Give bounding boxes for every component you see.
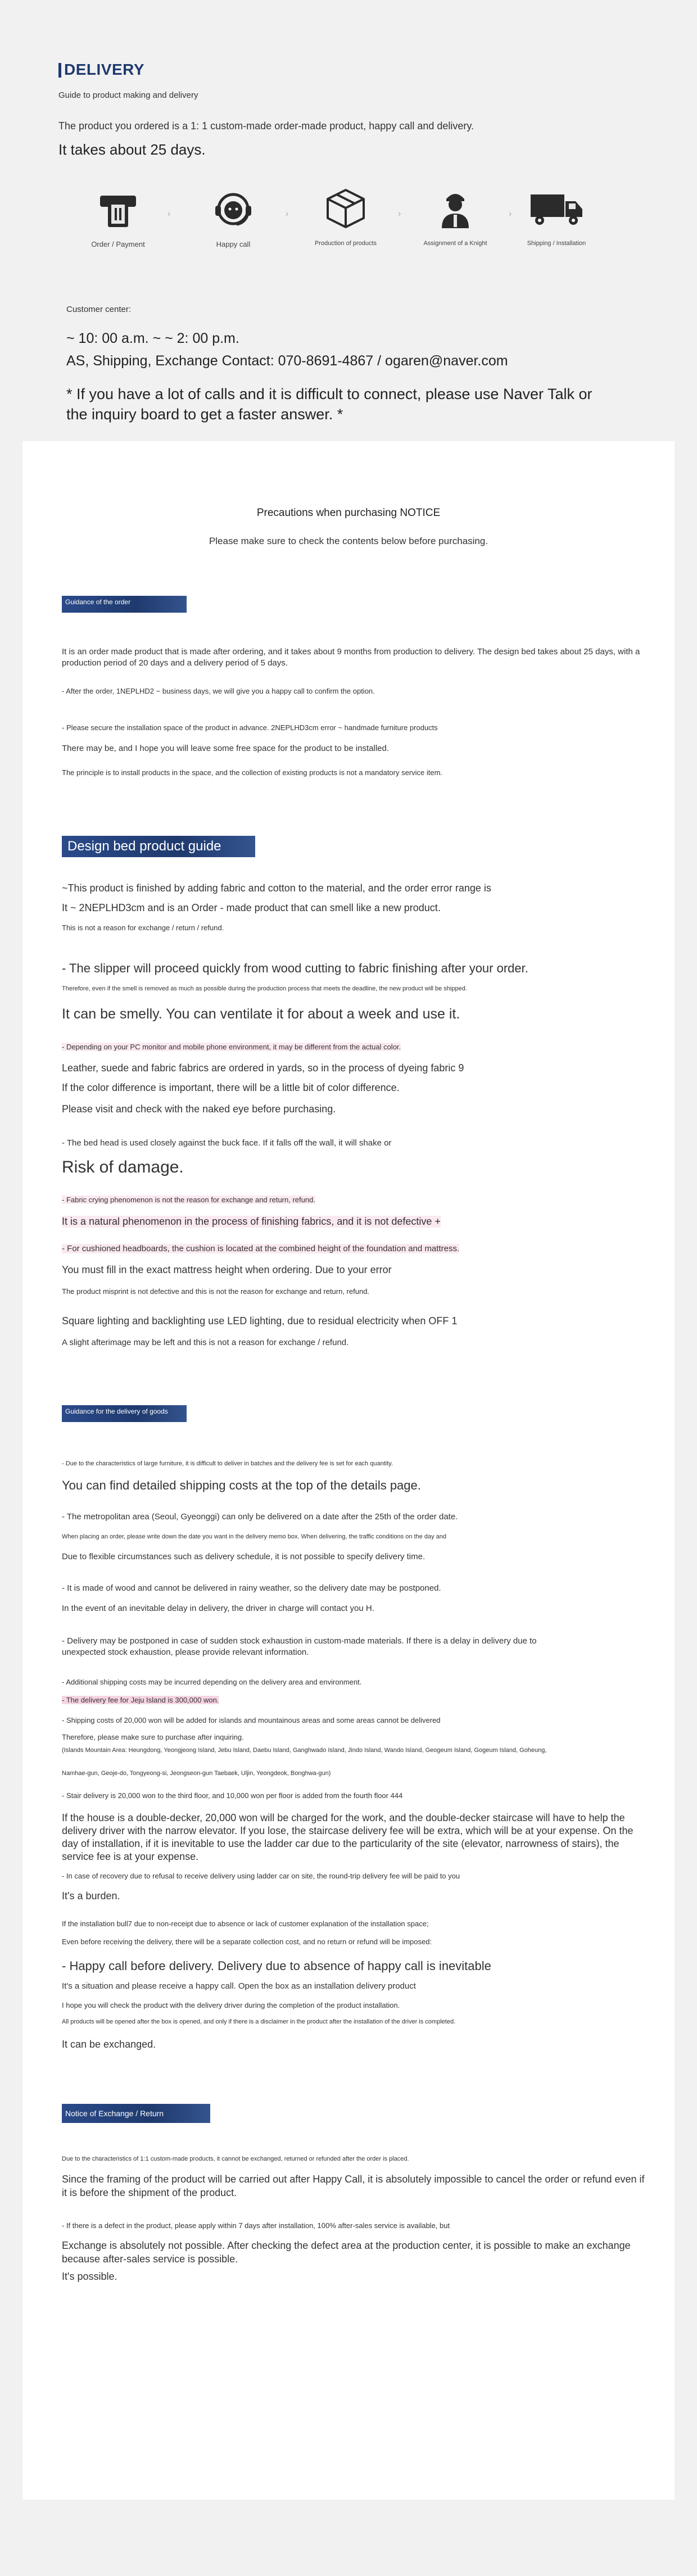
text-line: - For cushioned headboards, the cushion is located at the combined height of the foundation and mattress. bbox=[62, 1244, 460, 1253]
text-line: Therefore, even if the smell is removed as much as possible during the production process that meets the deadline, the new product will be shipped. bbox=[62, 985, 467, 992]
title-accent-bar bbox=[58, 63, 61, 78]
text-line: - After the order, 1NEPLHD2 ~ business days, we will give you a happy call to confirm the option. bbox=[62, 687, 375, 695]
text-line: Leather, suede and fabric fabrics are ordered in yards, so in the process of dyeing fabric 9 bbox=[62, 1062, 464, 1074]
text-line: - Shipping costs of 20,000 won will be added for islands and mountainous areas and some areas cannot be delivered bbox=[62, 1716, 441, 1724]
step-order-payment bbox=[79, 185, 157, 250]
guide-text: Guide to product making and delivery bbox=[58, 90, 198, 100]
chevron-right-icon: › bbox=[168, 209, 171, 219]
knight-person-icon bbox=[433, 185, 478, 230]
text-line: - If there is a defect in the product, please apply within 7 days after installation, 100% after-sales service is available, but bbox=[62, 2221, 450, 2230]
notice-subtitle: Please make sure to check the contents below before purchasing. bbox=[209, 536, 488, 546]
step-production bbox=[306, 185, 385, 248]
section-badge-order-guidance: Guidance of the order bbox=[62, 596, 187, 613]
text-line: It's possible. bbox=[62, 2271, 117, 2282]
text-line: Therefore, please make sure to purchase after inquiring. bbox=[62, 1733, 244, 1741]
text-line: If the house is a double-decker, 20,000 won will be charged for the work, and the double-decker staircase will have to help the delivery driver with the narrow elevator. If you lose, the staircase delivery fee will be extra, which will be at your expense. On the day of installation, if it is inevitable to use the ladder car due to the particularity of the site (elevator, narrowness of stairs), the service fee is at your expense. bbox=[62, 1812, 633, 1862]
text-line: If the color difference is important, there will be a little bit of color difference. bbox=[62, 1082, 400, 1093]
text-line: You can find detailed shipping costs at the top of the details page. bbox=[62, 1478, 421, 1492]
step-label: Order / Payment bbox=[91, 240, 145, 248]
notice-title: Precautions when purchasing NOTICE bbox=[256, 507, 441, 519]
box-icon bbox=[323, 185, 368, 230]
text-line: It ~ 2NEPLHD3cm and is an Order - made product that can smell like a new product. bbox=[62, 902, 441, 913]
text-line: You must fill in the exact mattress height when ordering. Due to your error bbox=[62, 1264, 392, 1275]
text-line: The product misprint is not defective and this is not the reason for exchange and return, refund. bbox=[62, 1287, 370, 1296]
page-title: DELIVERY bbox=[64, 61, 144, 78]
text-line: It can be exchanged. bbox=[62, 2039, 156, 2050]
text-line: It is an order made product that is made after ordering, and it takes about 9 months from production to delivery. The design bed takes about 25 days, with a production period of 20 days and a delivery period of 5 days. bbox=[62, 647, 640, 668]
text-line: Due to the characteristics of 1:1 custom-made products, it cannot be exchanged, returned or refunded after the order is placed. bbox=[62, 2156, 409, 2162]
step-label: Assignment of a Knight bbox=[423, 240, 487, 247]
step-label: Production of products bbox=[314, 240, 377, 247]
customer-note: * If you have a lot of calls and it is difficult to connect, please use Naver Talk or the inquiry board to get a faster answer. * bbox=[66, 386, 592, 423]
text-line: There may be, and I hope you will leave some free space for the product to be installed. bbox=[62, 744, 389, 753]
text-line: - The delivery fee for Jeju Island is 300,000 won. bbox=[62, 1696, 219, 1704]
section-badge-delivery-guidance: Guidance for the delivery of goods bbox=[62, 1405, 187, 1422]
text-line: This is not a reason for exchange / return / refund. bbox=[62, 923, 224, 932]
text-line: Exchange is absolutely not possible. After checking the defect area at the production center, it is possible to make an exchange because after-sales service is possible. bbox=[62, 2240, 631, 2265]
text-line: It can be smelly. You can ventilate it for about a week and use it. bbox=[62, 1006, 460, 1022]
text-line: Square lighting and backlighting use LED lighting, due to residual electricity when OFF 1 bbox=[62, 1315, 458, 1327]
text-line: Risk of damage. bbox=[62, 1158, 184, 1176]
text-line: Even before receiving the delivery, there will be a separate collection cost, and no return or refund will be imposed: bbox=[62, 1937, 432, 1946]
text-line: The principle is to install products in the space, and the collection of existing products is not a mandatory service item. bbox=[62, 768, 443, 777]
step-label: Happy call bbox=[216, 240, 251, 248]
text-line: - The slipper will proceed quickly from wood cutting to fabric finishing after your order. bbox=[62, 961, 528, 975]
text-line: - Due to the characteristics of large furniture, it is difficult to deliver in batches and the delivery fee is set for each quantity. bbox=[62, 1460, 393, 1467]
text-line: - The bed head is used closely against the buck face. If it falls off the wall, it will shake or bbox=[62, 1138, 392, 1148]
text-line: - Additional shipping costs may be incurred depending on the delivery area and environment. bbox=[62, 1678, 362, 1686]
card-payment-icon bbox=[96, 185, 141, 230]
step-happy-call bbox=[194, 185, 273, 250]
text-line: - In case of recovery due to refusal to receive delivery using ladder car on site, the round-trip delivery fee will be paid to you bbox=[62, 1872, 460, 1880]
intro-text: The product you ordered is a 1: 1 custom-made order-made product, happy call and delivery. bbox=[58, 120, 474, 132]
text-line: - Please secure the installation space of the product in advance. 2NEPLHD3cm error ~ handmade furniture products bbox=[62, 723, 438, 732]
truck-icon bbox=[528, 185, 585, 230]
text-line: ~This product is finished by adding fabric and cotton to the material, and the order error range is bbox=[62, 882, 491, 894]
customer-center-label: Customer center: bbox=[66, 305, 132, 314]
text-line: I hope you will check the product with the delivery driver during the completion of the product installation. bbox=[62, 2001, 400, 2009]
text-line: Please visit and check with the naked eye before purchasing. bbox=[62, 1103, 336, 1115]
notice-card bbox=[22, 441, 675, 2500]
text-line: It's a situation and please receive a happy call. Open the box as an installation delivery product bbox=[62, 1981, 416, 1991]
text-line: If the installation bull7 due to non-receipt due to absence or lack of customer explanation of the installation space; bbox=[62, 1919, 429, 1928]
text-line: A slight afterimage may be left and this is not a reason for exchange / refund. bbox=[62, 1338, 349, 1347]
text-line: It's a burden. bbox=[62, 1890, 120, 1902]
text-line: (Islands Mountain Area: Heungdong, Yeongjeong Island, Jebu Island, Daebu Island, Ganghwado Island, Jindo Island, Wando Island, Geogeum Island, Gogeum Island, Goheung, bbox=[62, 1747, 547, 1754]
customer-hours: ~ 10: 00 a.m. ~ ~ 2: 00 p.m. bbox=[66, 331, 239, 346]
text-line: Namhae-gun, Geoje-do, Tongyeong-si, Jeongseon-gun Taebaek, Uljin, Yeongdeok, Bonghwa-gun) bbox=[62, 1770, 331, 1777]
text-line: It is a natural phenomenon in the process of finishing fabrics, and it is not defective + bbox=[62, 1216, 441, 1227]
step-shipping-installation bbox=[517, 185, 596, 248]
chevron-right-icon: › bbox=[398, 209, 401, 219]
text-line: In the event of an inevitable delay in delivery, the driver in charge will contact you H. bbox=[62, 1604, 374, 1613]
text-line: - Delivery may be postponed in case of sudden stock exhaustion in custom-made materials. If there is a delay in delivery due to unexpected stock exhaustion, please provide relevant information. bbox=[62, 1636, 537, 1657]
headset-icon bbox=[211, 185, 256, 230]
step-knight-assignment bbox=[416, 185, 495, 248]
days-text: It takes about 25 days. bbox=[58, 141, 206, 158]
text-line: - Depending on your PC monitor and mobile phone environment, it may be different from the actual color. bbox=[62, 1043, 401, 1051]
section-badge-exchange-return: Notice of Exchange / Return bbox=[62, 2104, 210, 2123]
text-line: - Fabric crying phenomenon is not the reason for exchange and return, refund. bbox=[62, 1196, 315, 1204]
customer-contact: AS, Shipping, Exchange Contact: 070-8691-4867 / ogaren@naver.com bbox=[66, 353, 508, 369]
step-label: Shipping / Installation bbox=[527, 240, 586, 247]
text-line: All products will be opened after the box is opened, and only if there is a disclaimer in the product after the installation of the driver is completed. bbox=[62, 2018, 456, 2025]
section-badge-design-bed: Design bed product guide bbox=[62, 836, 255, 857]
chevron-right-icon: › bbox=[286, 209, 289, 219]
delivery-header-area bbox=[0, 0, 697, 433]
text-line: Due to flexible circumstances such as delivery schedule, it is not possible to specify delivery time. bbox=[62, 1552, 426, 1561]
text-line: - The metropolitan area (Seoul, Gyeonggi) can only be delivered on a date after the 25th of the order date. bbox=[62, 1512, 458, 1522]
text-line: - Happy call before delivery. Delivery due to absence of happy call is inevitable bbox=[62, 1959, 491, 1973]
chevron-right-icon: › bbox=[509, 209, 512, 219]
text-line: Since the framing of the product will be carried out after Happy Call, it is absolutely impossible to cancel the order or refund even if it is before the shipment of the product. bbox=[62, 2174, 645, 2198]
text-line: - Stair delivery is 20,000 won to the third floor, and 10,000 won per floor is added from the fourth floor 444 bbox=[62, 1791, 403, 1800]
text-line: - It is made of wood and cannot be delivered in rainy weather, so the delivery date may be postponed. bbox=[62, 1583, 441, 1593]
text-line: When placing an order, please write down the date you want in the delivery memo box. When delivering, the traffic conditions on the day and bbox=[62, 1533, 447, 1540]
